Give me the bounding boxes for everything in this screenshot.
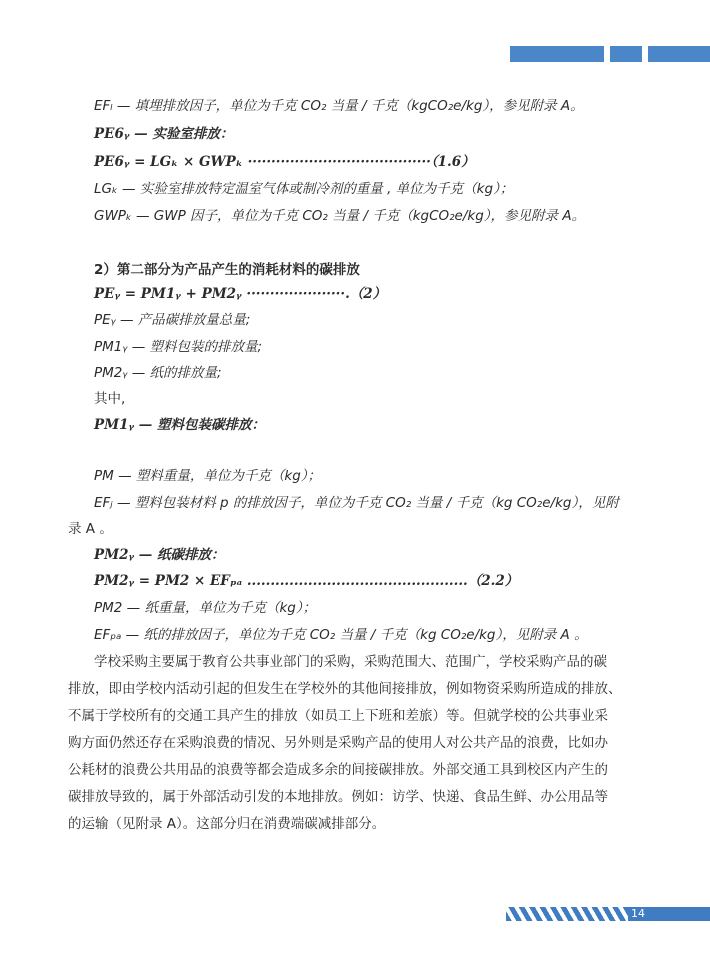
formula: PE6ᵧ = LGₖ × GWPₖ ·······································（1.6） [94,154,475,170]
footer-stripes [506,907,628,921]
text-line: GWPₖ — GWP 因子，单位为千克 CO₂ 当量 / 千克（kgCO₂e/kg），参见附录 A。 [94,208,586,224]
section-heading: PM1ᵧ — 塑料包装碳排放： [94,417,265,433]
text-line: EFⱼ — 塑料包装材料 p 的排放因子，单位为千克 CO₂ 当量 / 千克（kg CO₂e/kg），见附 [94,495,619,511]
text-line: PM2 — 纸重量，单位为千克（kg）； [94,600,317,616]
text-line: EFₚₐ — 纸的排放因子，单位为千克 CO₂ 当量 / 千克（kg CO₂e/kg），见附录 A 。 [94,627,588,643]
section-heading: PM2ᵧ — 纸碳排放： [94,547,225,563]
text-line: PM2ᵧ — 纸的排放量; [94,365,222,381]
header-bar-3 [648,46,710,62]
text-line: EFₗ — 填埋排放因子，单位为千克 CO₂ 当量 / 千克（kgCO₂e/kg），参见附录 A。 [94,98,584,114]
formula: PM2ᵧ = PM2 × EFₚₐ ...............................................（2.2） [94,573,519,589]
text-line: 录 A 。 [68,521,113,537]
paragraph-line: 的运输（见附录 A）。这部分归在消费端碳减排部分。 [68,816,386,832]
page-number: 14 [631,907,645,920]
text-line: PM — 塑料重量，单位为千克（kg）； [94,468,322,484]
text-line: LGₖ — 实验室排放特定温室气体或制冷剂的重量 , 单位为千克（kg）； [94,181,514,197]
section-heading: 2）第二部分为产品产生的消耗材料的碳排放 [94,262,360,278]
paragraph-line: 购方面仍然还存在采购浪费的情况、另外则是采购产品的使用人对公共产品的浪费，比如办 [68,735,608,751]
paragraph-line: 学校采购主要属于教育公共事业部门的采购，采购范围大、范围广，学校采购产品的碳 [94,654,607,670]
paragraph-line: 公耗材的浪费公共用品的浪费等都会造成多余的间接碳排放。外部交通工具到校区内产生的 [68,762,608,778]
paragraph-line: 排放，即由学校内活动引起的但发生在学校外的其他间接排放，例如物资采购所造成的排放、 [68,681,622,697]
paragraph-line: 碳排放导致的，属于外部活动引发的本地排放。例如：访学、快递、食品生鲜、办公用品等 [68,789,608,805]
header-bar-2 [610,46,642,62]
formula: PEᵧ = PM1ᵧ + PM2ᵧ ·····················.（2） [94,286,387,302]
section-heading: PE6ᵧ — 实验室排放： [94,126,234,142]
text-line: PM1ᵧ — 塑料包装的排放量; [94,339,263,355]
text-line: 其中, [94,391,126,407]
paragraph-line: 不属于学校所有的交通工具产生的排放（如员工上下班和差旅）等。但就学校的公共事业采 [68,708,608,724]
text-line: PEᵧ — 产品碳排放量总量; [94,312,251,328]
header-bar-1 [510,46,604,62]
